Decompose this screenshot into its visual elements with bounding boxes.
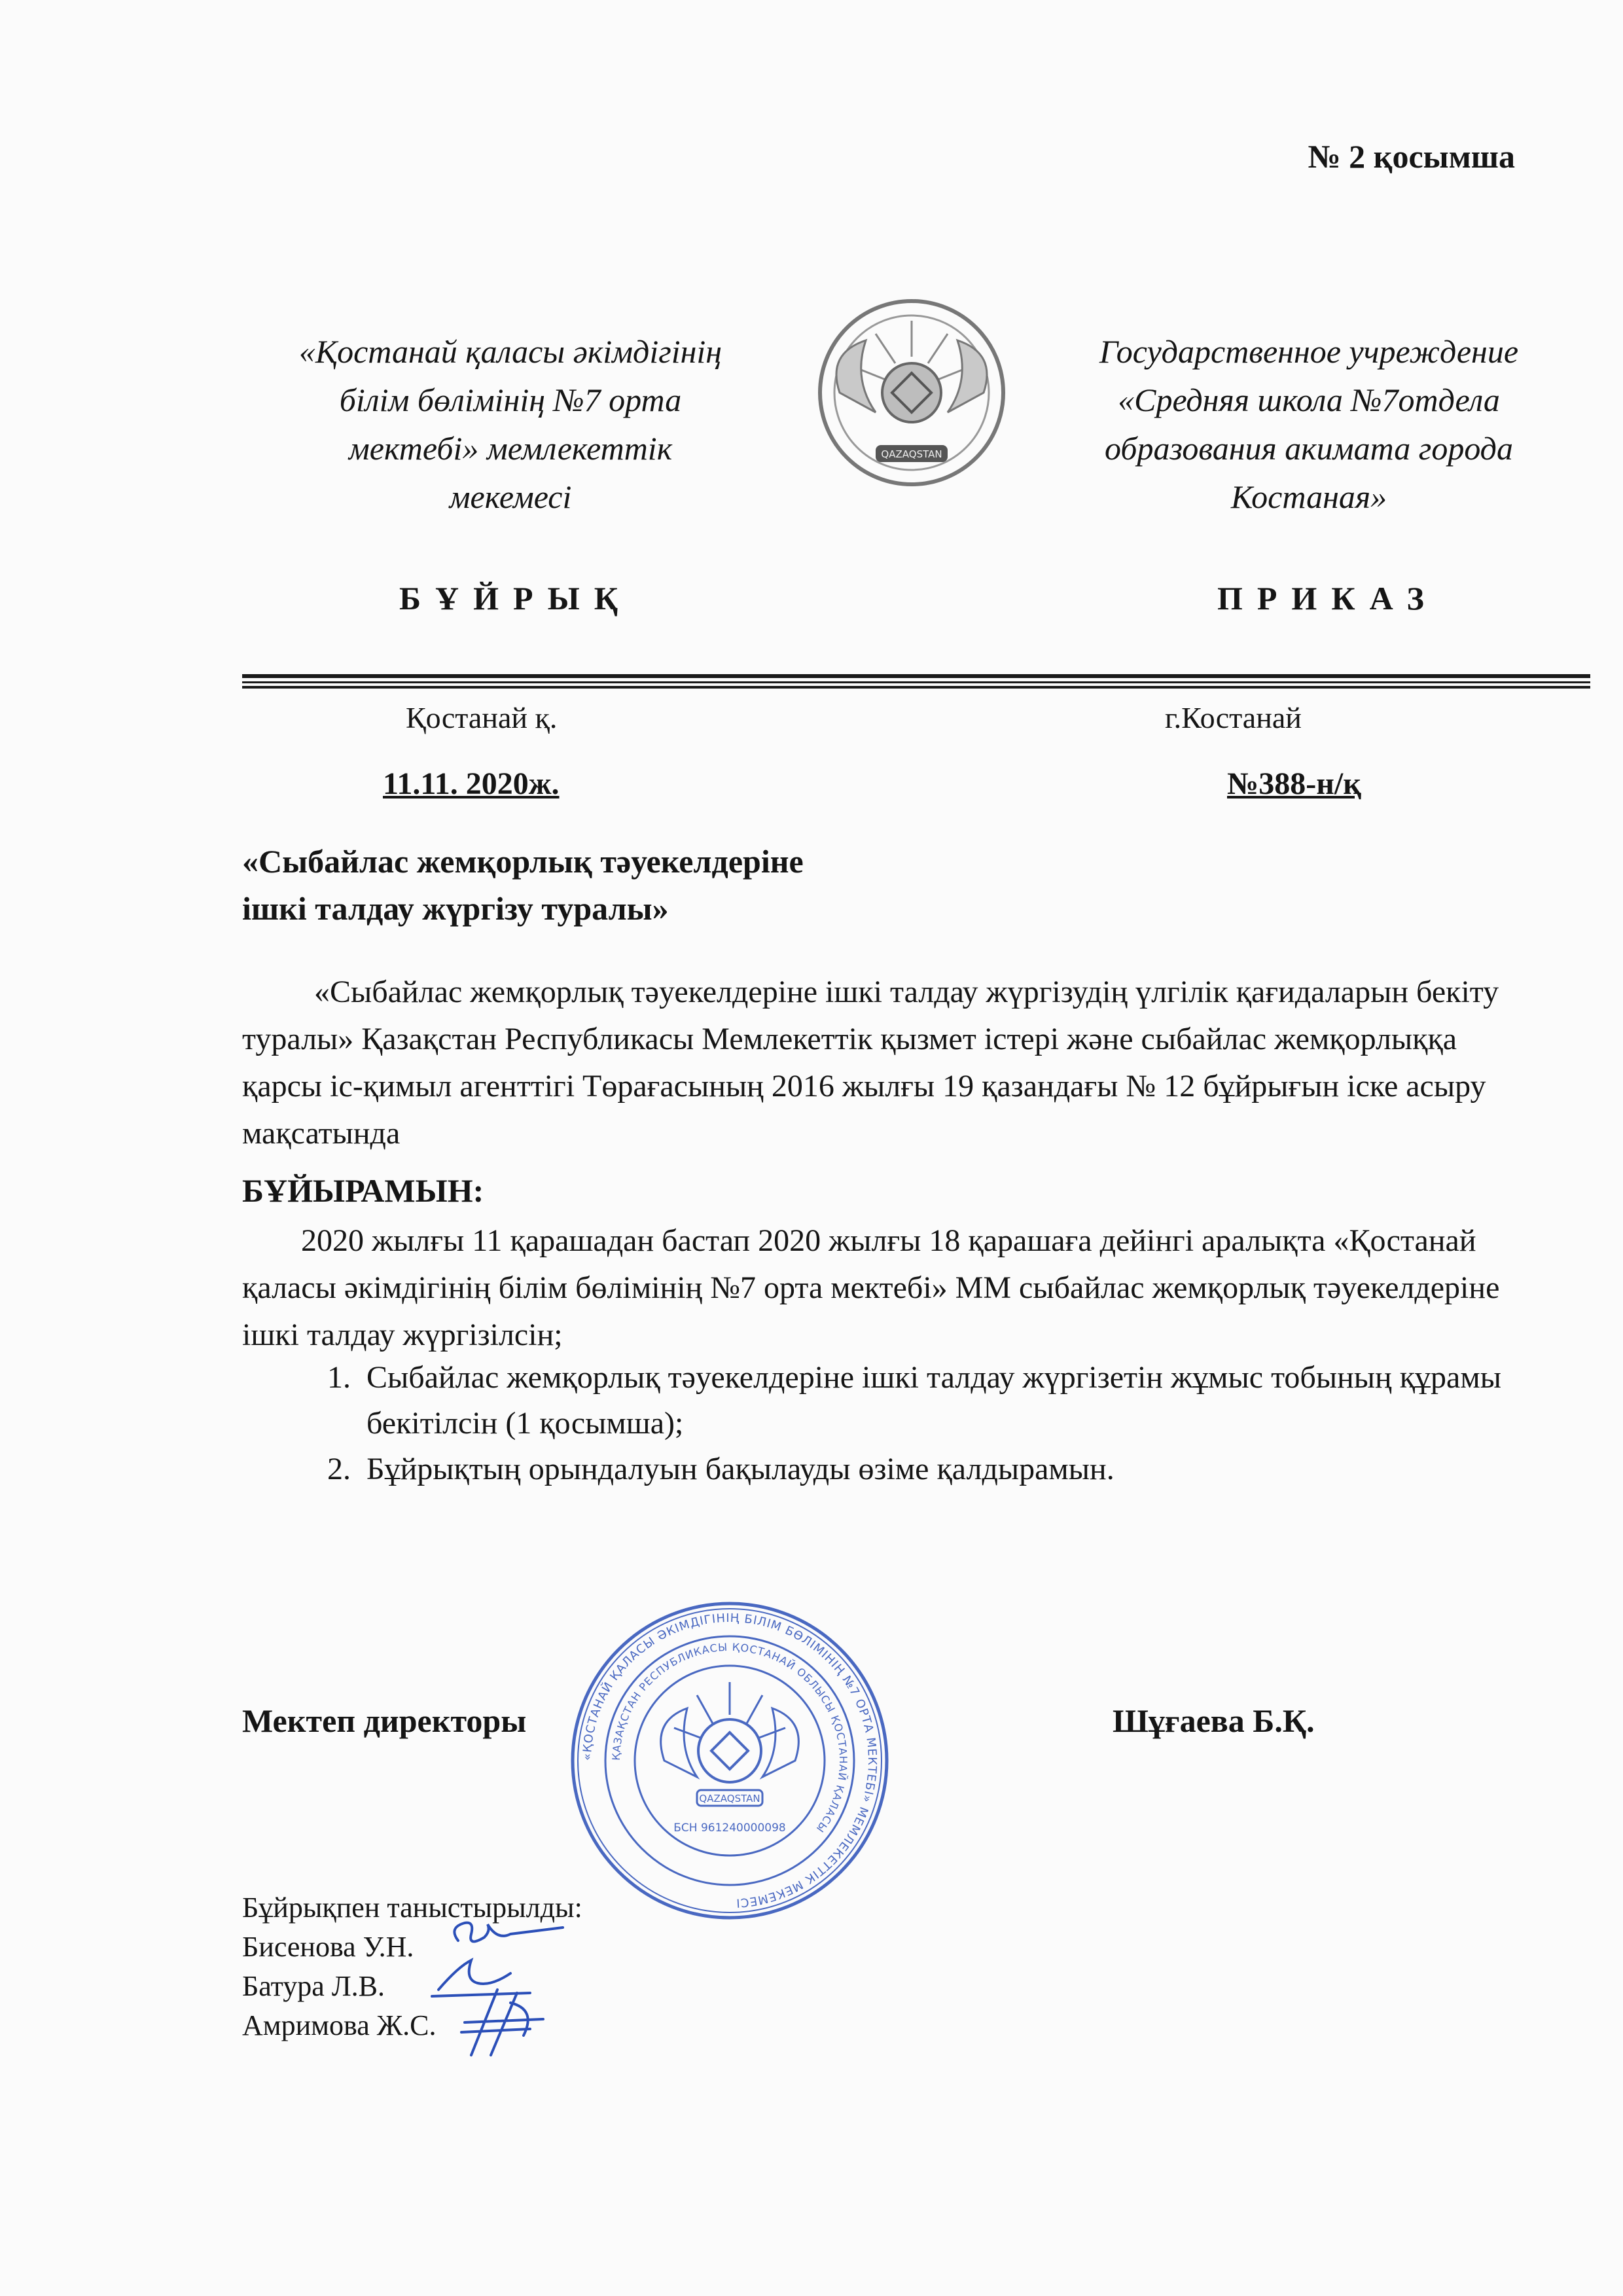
org-ru-line: Костаная»	[1230, 478, 1387, 515]
official-stamp	[566, 1597, 893, 1924]
list-item-number: 1.	[327, 1360, 351, 1395]
acknowledgement-list	[242, 1928, 437, 2045]
list-item: Батура Л.В.	[242, 1970, 385, 2002]
list-item: Бисенова У.Н.	[242, 1931, 414, 1963]
org-name-kz	[236, 327, 785, 521]
org-ru-line: образования акимата города	[1105, 430, 1513, 467]
org-kz-line: «Қостанай қаласы әкімдігінің	[298, 333, 722, 370]
emblem-text: QAZAQSTAN	[881, 448, 942, 460]
director-label: Мектеп директоры	[242, 1702, 527, 1739]
org-name-ru	[1047, 327, 1571, 521]
list-item: Амримова Ж.С.	[242, 2009, 437, 2041]
list-item-text: Сыбайлас жемқорлық тәуекелдеріне ішкі талдау жүргізетін жұмыс тобының құрамы бекітілсін (1 қосымша);	[366, 1360, 1501, 1441]
subject-line: «Сыбайлас жемқорлық тәуекелдеріне	[242, 843, 804, 880]
city-kz: Қостанай қ.	[406, 701, 558, 734]
list-item-text: Бұйрықтың орындалуын бақылауды өзіме қалдырамын.	[366, 1452, 1115, 1486]
org-ru-line: «Средняя школа №7отдела	[1118, 382, 1500, 418]
header-divider	[242, 674, 1590, 689]
list-item-number: 2.	[327, 1452, 351, 1486]
handwritten-signature	[452, 1983, 556, 2062]
doc-title-ru: ПРИКАЗ	[1217, 580, 1438, 617]
order-number: №388-н/қ	[1227, 766, 1361, 801]
list-item	[327, 1446, 1538, 1492]
order-items-list	[327, 1355, 1538, 1492]
org-kz-line: мектебі» мемлекеттік	[348, 430, 673, 467]
order-subject	[242, 838, 804, 932]
stamp-bin: БСН 961240000098	[673, 1821, 786, 1835]
doc-title-kz: БҰЙРЫҚ	[399, 580, 632, 617]
stamp-outer-text: «ҚОСТАНАЙ ҚАЛАСЫ ӘКІМДІГІНІҢ БІЛІМ БӨЛІМІНІҢ №7 ОРТА МЕКТЕБІ» МЕМЛЕКЕТТІК МЕКЕМЕСІ	[580, 1611, 880, 1910]
org-kz-line: мекемесі	[449, 478, 572, 515]
handwritten-signature	[445, 1911, 576, 1957]
stamp-center-text: QAZAQSTAN	[699, 1793, 760, 1804]
svg-text:«ҚОСТАНАЙ ҚАЛАСЫ ӘКІМДІГІНІҢ Б	[580, 1611, 879, 1910]
kazakhstan-emblem-icon	[813, 295, 1010, 491]
city-ru: г.Костанай	[1165, 701, 1302, 734]
annex-label: № 2 қосымша	[1308, 138, 1515, 175]
director-name: Шұғаева Б.Қ.	[1113, 1702, 1315, 1739]
order-word: БҰЙЫРАМЫН:	[242, 1172, 484, 1209]
org-kz-line: білім бөлімінің №7 орта	[339, 382, 682, 418]
org-ru-line: Государственное учреждение	[1099, 333, 1519, 370]
subject-line: ішкі талдау жүргізу туралы»	[242, 890, 669, 927]
order-date: 11.11. 2020ж.	[383, 766, 560, 801]
order-paragraph: 2020 жылғы 11 қарашадан бастап 2020 жылғы 18 қарашаға дейінгі аралықта «Қостанай қаласы әкімдігінің білім бөлімінің №7 орта мектебі» ММ сыбайлас жемқорлық тәуекелдеріне ішкі талдау жүргізілсін;	[242, 1223, 1500, 1352]
preamble-paragraph: «Сыбайлас жемқорлық тәуекелдеріне ішкі талдау жүргізудің үлгілік қағидаларын бекіту туралы» Қазақстан Республикасы Мемлекеттік қызмет істері және сыбайлас жемқорлыққа қарсы іс-қимыл агенттігі Төрағасының 2016 жылғы 19 қазандағы № 12 бұйрығын іске асыру мақсатында	[242, 975, 1499, 1151]
stamp-inner-text: ҚАЗАҚСТАН РЕСПУБЛИКАСЫ ҚОСТАНАЙ ОБЛЫСЫ ҚОСТАНАЙ ҚАЛАСЫ	[609, 1640, 850, 1835]
acknowledgement-label: Бұйрықпен таныстырылды:	[242, 1892, 582, 1924]
list-item	[327, 1355, 1538, 1446]
stamp-emblem-icon	[661, 1682, 799, 1806]
